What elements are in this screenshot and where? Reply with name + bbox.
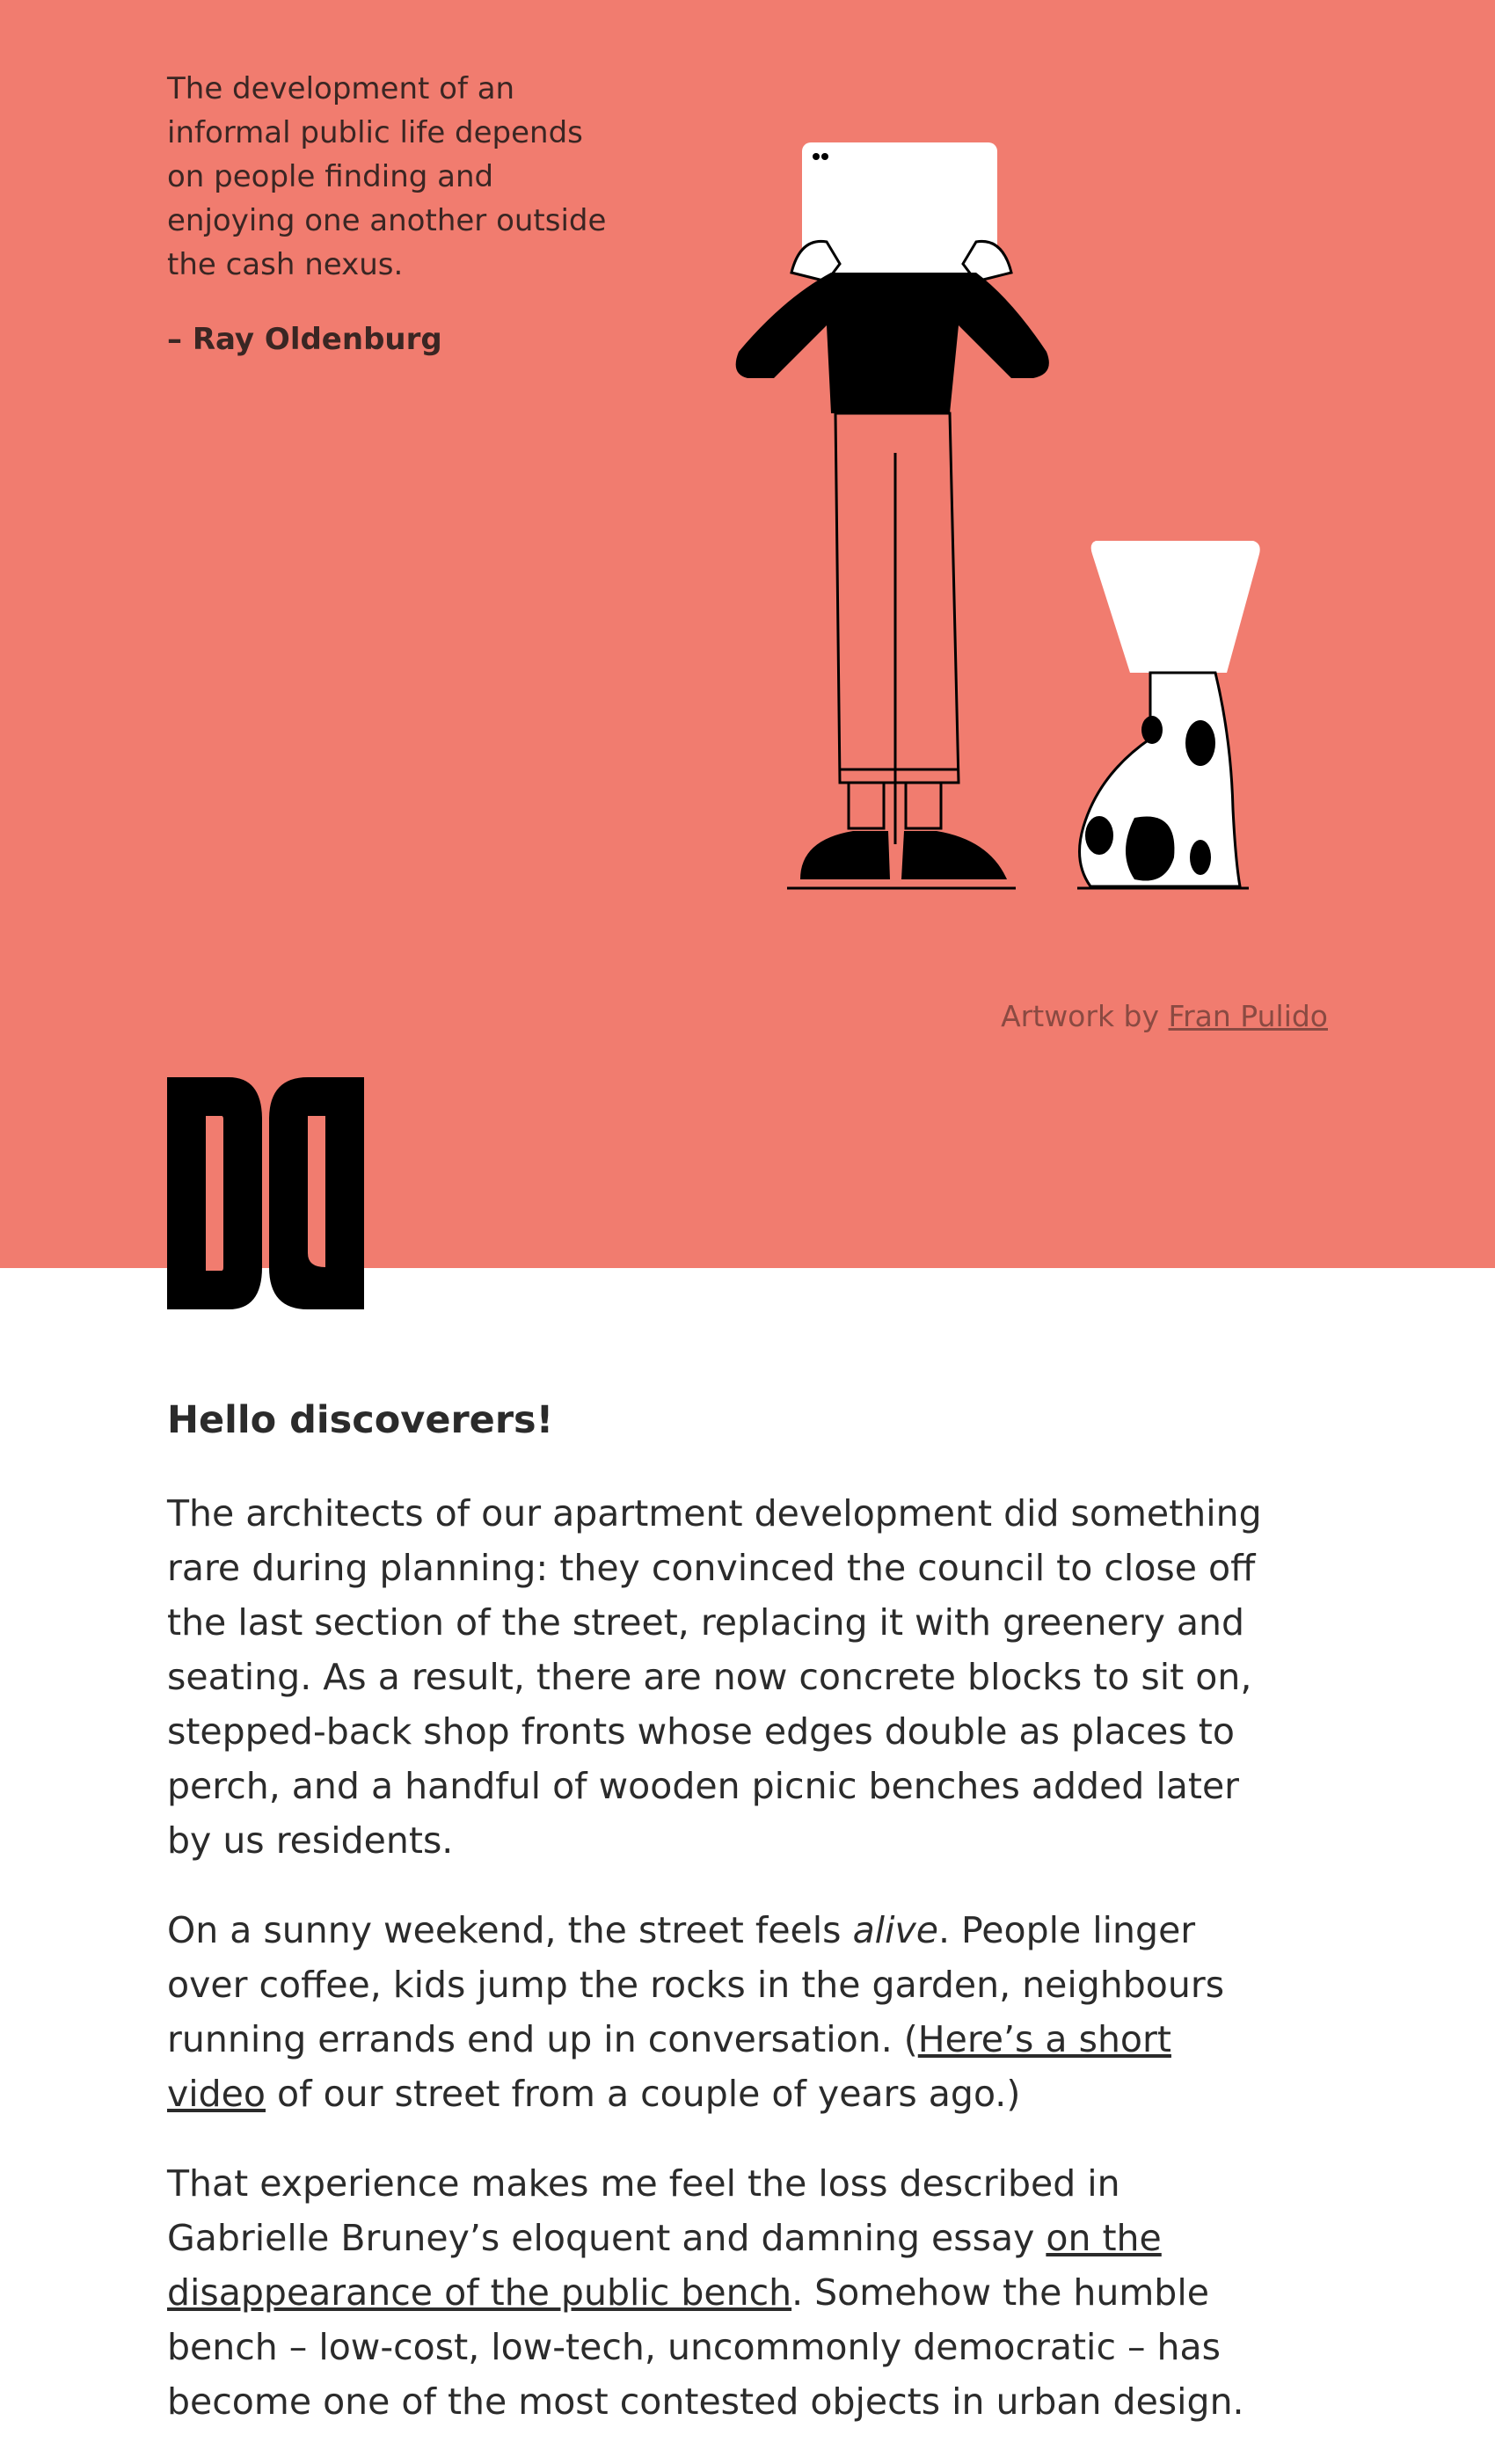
alive-emphasis: alive xyxy=(852,1909,938,1951)
public-bench-essay-link[interactable]: on the disappearance of the public bench xyxy=(167,2217,1162,2314)
artwork-credit-prefix: Artwork by xyxy=(1001,999,1169,1033)
paragraph-3 xyxy=(167,2156,1275,2429)
person-and-dog-illustration-icon xyxy=(686,123,1302,915)
short-video-link[interactable]: Here’s a short video xyxy=(167,2018,1171,2115)
paragraph-1: The architects of our apartment development did something rare during planning: they convinced the council to close off the last section of the street, replacing it with greenery and seating. As a result, there are now concrete blocks to sit on, stepped-back shop fronts whose edges double as places to perch, and a handful of wooden picnic benches added later by us residents. xyxy=(167,1492,1262,1862)
paragraph-2 xyxy=(167,1903,1275,2121)
artist-link[interactable]: Fran Pulido xyxy=(1168,999,1328,1033)
greeting-heading: Hello discoverers! xyxy=(167,1398,554,1442)
paragraph-2-part-1: On a sunny weekend, the street feels xyxy=(167,1909,853,1951)
newsletter-content xyxy=(167,1398,1275,2464)
paragraph-3-part-1: That experience makes me feel the loss described in Gabrielle Bruney’s eloquent and damning essay xyxy=(167,2162,1120,2259)
paragraph-2-part-3: of our street from a couple of years ago.) xyxy=(266,2073,1021,2115)
artwork-credit xyxy=(1001,999,1328,1033)
quote-text: The development of an informal public life depends on people finding and enjoying one another outside the cash nexus. xyxy=(167,71,607,282)
quote-author: – Ray Oldenburg xyxy=(167,322,442,357)
paragraph-3-part-2: . Somehow the humble bench – low-cost, low-tech, uncommonly democratic – has become one of the most contested objects in urban design. xyxy=(167,2271,1244,2423)
dd-logo-icon xyxy=(167,1077,364,1309)
paragraph-2-part-2: . People linger over coffee, kids jump the rocks in the garden, neighbours running errands end up in conversation. ( xyxy=(167,1909,1225,2060)
